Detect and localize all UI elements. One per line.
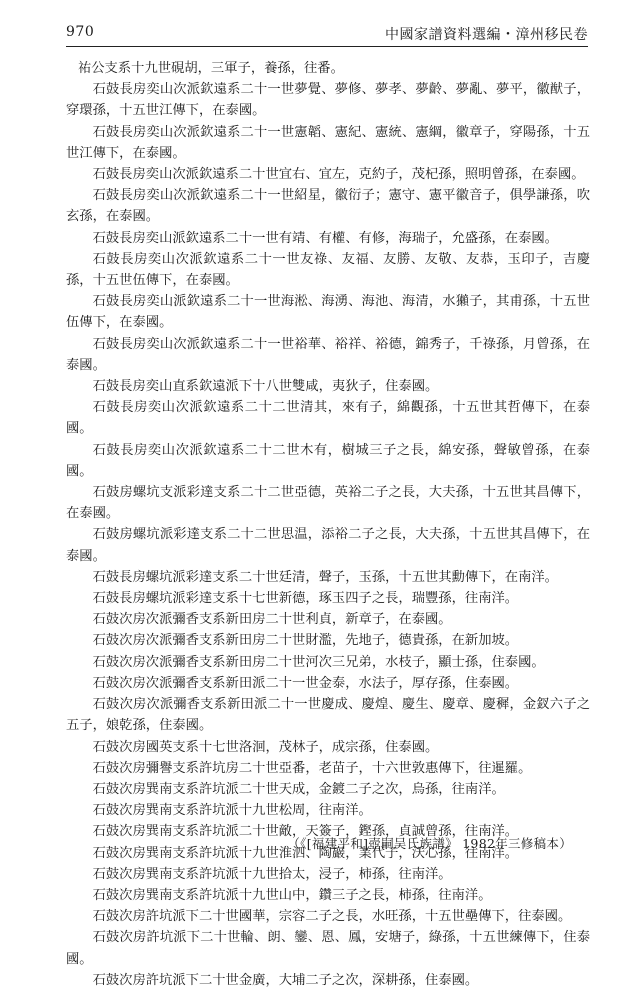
genealogy-entry: 石鼓長房螺坑派彩達支系十七世新德，琢玉四子之長，瑞豐孫，往南洋。 [92, 591, 519, 607]
genealogy-entry: 石鼓長房奕山次派欽遠系二十二世木有，樹城三子之長，綿安孫，聲敏曾孫，在泰國。 [66, 442, 590, 479]
genealogy-entry: 石鼓次房次派彌香支系新田派二十一世金泰，水法子，厚存孫，住泰國。 [92, 675, 519, 691]
page-header [66, 22, 588, 47]
genealogy-entry: 石鼓次房巽南支系許坑派十九世淮泗、陶巖，業代子，沃心孫，往南洋。 [92, 845, 519, 861]
genealogy-entry: 石鼓次房巽南支系許坑派二十世敵，天簽子，鏗孫，貞誠曾孫，往南洋。 [92, 824, 519, 840]
genealogy-entry: 石鼓次房巽南支系許坑派十九世拾太，浸子，柿孫，往南洋。 [92, 866, 452, 882]
genealogy-entry: 石鼓長房奕山派欽遠系二十一世有靖、有權、有修，海瑞子，允盛孫，在泰國。 [92, 230, 558, 246]
source-citation: （《[福建平和]壺嗣吴氏族譜》 1982年三修稿本） [287, 836, 572, 851]
genealogy-entry: 石鼓長房奕山次派欽遠系二十一世裕華、裕祥、裕德，錦秀子，千祿孫，月曾孫，在泰國。 [66, 336, 590, 373]
genealogy-entry: 石鼓次房次派彌香支系新田房二十世財濫，先地子，德貴孫，在新加坡。 [92, 633, 519, 649]
genealogy-entry: 石鼓長房奕山次派欽遠系二十一世紹星，徽衍子；憲守、憲平徽音子，俱學謙孫，吹玄孫，在泰國。 [66, 188, 590, 225]
genealogy-entry: 石鼓次房巽南支系許坑派十九世山中，鑽三子之長，柿孫，往南洋。 [92, 887, 492, 903]
genealogy-entry: 石鼓次房許坑派下二十世金廣，大埔二子之次，深耕孫，住泰國。 [92, 972, 479, 988]
genealogy-entry: 石鼓長房奕山次派欽遠系二十一世夢覺、夢修、夢孝、夢齡、夢亂、夢平，徽猷子，穿環孫，十五世江傳下，在泰國。 [66, 82, 590, 119]
genealogy-entry: 石鼓長房奕山派欽遠系二十一世海淞、海湧、海池、海清，水獺子，其甫孫，十五世伍傳下，在泰國。 [66, 294, 590, 331]
genealogy-entry: 石鼓次房彌譽支系許坑房二十世亞番，老苗子，十六世敦惠傳下，往暹羅。 [92, 760, 532, 776]
genealogy-entry: 石鼓長房奕山直系欽遠派下十八世雙咸，夷狄子，住泰國。 [92, 379, 439, 395]
genealogy-entry: 石鼓次房次派彌香支系新田房二十世河次三兄弟，水枝子，顯士孫，住泰國。 [92, 654, 545, 670]
genealogy-entry: 石鼓次房巽南支系許坑派十九世松周，往南洋。 [92, 803, 372, 819]
genealogy-entry: 石鼓次房巽南支系許坑派二十世天成，金鍍二子之次，烏孫，往南洋。 [92, 781, 505, 797]
genealogy-entry: 石鼓房螺坑支派彩達支系二十二世亞德，英裕二子之長，大夫孫，十五世其昌傳下，在泰國。 [66, 485, 590, 522]
genealogy-entry: 石鼓長房奕山次派欽遠系二十一世憲韜、憲紀、憲統、憲綱，徽章子，穿陽孫，十五世江傳下，在泰國。 [66, 124, 590, 161]
genealogy-entry: 石鼓次房許坑派下二十世輪、朗、鑾、恩、鳳，安塘子，綠孫，十五世練傳下，住泰國。 [66, 930, 590, 967]
genealogy-entry: 祐公支系十九世硯胡，三軍子，養孫，往番。 [77, 61, 344, 76]
genealogy-entry: 石鼓長房奕山次派欽遠系二十世宜右、宜左，克約子，茂杞孫，照明曾孫，在泰國。 [92, 167, 585, 183]
genealogy-entry: 石鼓長房螺坑派彩達支系二十世廷清，聲子，玉孫，十五世其勳傳下，在南洋。 [92, 569, 558, 585]
genealogy-entry: 石鼓次房國英支系十七世洛洄，茂林子，成宗孫，住泰國。 [92, 739, 439, 755]
genealogy-entry: 石鼓次房次派彌香支系新田派二十一世慶成、慶煌、慶生、慶章、慶穉，金釵六子之五子，娘乾孫，住泰國。 [66, 697, 590, 734]
running-title: 中國家譜資料選編・漳州移民卷 [385, 27, 588, 43]
genealogy-entry: 石鼓房螺坑派彩達支系二十二世思温，添裕二子之長，大夫孫，十五世其昌傳下，在泰國。 [66, 527, 590, 564]
genealogy-entry: 石鼓長房奕山次派欽遠系二十一世友祿、友福、友勝、友敬、友恭，玉印子，吉慶孫，十五世伍傳下，在泰國。 [66, 251, 590, 289]
page-number: 970 [66, 24, 95, 40]
genealogy-entry: 石鼓次房許坑派下二十世國華，宗容二子之長，水旺孫，十五世壘傳下，往泰國。 [92, 909, 572, 925]
genealogy-entry: 石鼓長房奕山次派欽遠系二十二世清其，來有子，綿觀孫，十五世其哲傳下，在泰國。 [66, 400, 590, 437]
genealogy-entry: 石鼓次房次派彌香支系新田房二十世利貞，新章子，在泰國。 [92, 612, 452, 628]
